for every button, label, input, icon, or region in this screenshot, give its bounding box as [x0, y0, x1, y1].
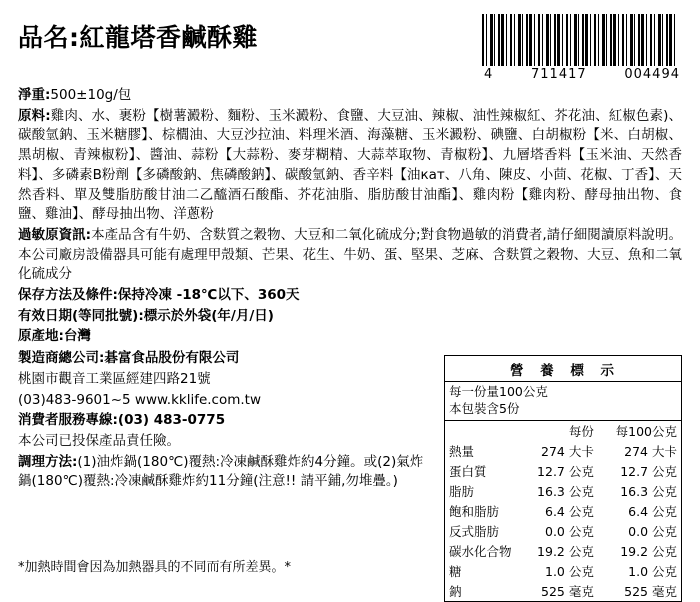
ingredients-label: 原料:	[18, 107, 51, 124]
net-weight-line	[18, 86, 682, 106]
barcode-bars-icon	[482, 14, 678, 66]
nutrition-row-per-100g: 12.7 公克	[620, 463, 677, 479]
nutrition-serving-info	[445, 382, 681, 421]
nutrition-header-row	[445, 421, 681, 441]
barcode-digit-right: 004494	[624, 67, 680, 82]
service-line-label: 消費者服務專線:	[18, 412, 118, 429]
nutrition-row-per-100g: 274 大卡	[624, 443, 677, 459]
nutrition-row-per-100g: 1.0 公克	[628, 563, 677, 579]
nutrition-row-per-serving: 12.7 公克	[537, 463, 594, 479]
nutrition-values-table	[445, 421, 681, 601]
manufacturer-value: 碁富食品股份有限公司	[104, 350, 240, 367]
allergen-value: 本產品含有牛奶、含麩質之穀物、大豆和二氧化硫成分;對食物過敏的消費者,請仔細閱讀原料說明。本公司廠房設備器具可能有處理甲殼類、芒果、花生、牛奶、蛋、堅果、芝麻、含麩質之穀物、大豆、魚和二氧化硫成分	[18, 226, 682, 283]
net-weight-value: 500±10g/包	[50, 87, 132, 103]
insurance-line: 本公司已投保產品責任險。	[18, 432, 180, 449]
nutrition-header-blank	[445, 421, 516, 441]
label-header	[18, 14, 682, 82]
nutrition-header-per-serving: 每份	[568, 423, 594, 439]
ingredients-line	[18, 107, 682, 225]
nutrition-row-name: 鈉	[449, 583, 462, 599]
expiry-line	[18, 307, 682, 327]
nutrition-row-per-100g: 0.0 公克	[628, 523, 677, 539]
nutrition-header-per-100g: 每100公克	[615, 423, 677, 439]
table-row	[445, 521, 681, 541]
nutrition-row-per-serving: 0.0 公克	[545, 523, 594, 539]
address-line: 桃園市觀音工業區經建四路21號	[18, 370, 211, 387]
barcode-digits	[482, 67, 682, 82]
nutrition-row-name: 脂肪	[449, 483, 475, 499]
table-row	[445, 481, 681, 501]
service-line	[18, 411, 434, 431]
table-row	[445, 581, 681, 601]
nutrition-row-per-serving: 1.0 公克	[545, 563, 594, 579]
servings-per-pack: 本包裝含5份	[449, 401, 520, 417]
nutrition-row-per-serving: 16.3 公克	[537, 483, 594, 499]
nutrition-panel	[434, 349, 682, 602]
nutrition-table-body	[445, 421, 681, 601]
product-info-block	[18, 86, 682, 347]
table-row	[445, 561, 681, 581]
nutrition-row-per-serving: 6.4 公克	[545, 503, 594, 519]
nutrition-title: 營 養 標 示	[445, 356, 681, 382]
manufacturer-label: 製造商總公司:	[18, 350, 105, 367]
origin-line	[18, 327, 682, 347]
table-row	[445, 461, 681, 481]
nutrition-row-per-100g: 6.4 公克	[628, 503, 677, 519]
allergen-label: 過敏原資訊:	[18, 226, 92, 243]
phone-web-line: (03)483-9601~5 www.kklife.com.tw	[18, 391, 262, 408]
nutrition-row-per-serving: 274 大卡	[541, 443, 594, 459]
nutrition-row-name: 反式脂肪	[449, 523, 500, 539]
manufacturer-line	[18, 349, 434, 369]
storage-line	[18, 286, 682, 306]
barcode-digit-mid: 711417	[531, 67, 587, 82]
nutrition-row-per-serving: 525 毫克	[541, 583, 594, 599]
service-line-value: (03) 483-0775	[117, 412, 226, 429]
ingredients-value: 雞肉、水、裹粉【樹薯澱粉、麵粉、玉米澱粉、食鹽、大豆油、辣椒、油性辣椒紅、芥花油、紅椒色素)、碳酸氫鈉、玉米糖膠】、棕櫚油、大豆沙拉油、料理米酒、海藻糖、玉米澱粉、碘鹽、白胡椒粉【米、白胡椒、黑胡椒、青辣椒粉】、醬油、蒜粉【大蒜粉、麥芽糊精、大蒜萃取物、青椒粉】、九層塔香料【玉米油、天然香料】、多磷素B粉劑【多磷酸鈉、焦磷酸鈉】、碳酸氫鈉、香辛料【油кат、八角、陳皮、小茴、花椒、丁香】、天然香料、單及雙脂肪酸甘油二乙醯酒石酸酯、芥花油脂、脂肪酸甘油酯】、雞肉粉【雞肉粉、酵母抽出物、食鹽、雞油】、酵母抽出物、洋蔥粉	[18, 107, 683, 223]
storage-value: 保持冷凍 -18℃以下、360天	[117, 287, 300, 304]
nutrition-row-name: 蛋白質	[449, 463, 487, 479]
barcode-digit-left: 4	[484, 67, 494, 82]
serving-size: 每一份量100公克	[449, 384, 548, 400]
nutrition-row-per-100g: 525 毫克	[624, 583, 677, 599]
nutrition-table	[444, 355, 682, 602]
storage-label: 保存方法及條件:	[18, 287, 118, 304]
net-weight-label: 淨重:	[18, 87, 51, 103]
heating-footnote: *加熱時間會因為加熱器具的不同而有所差異。*	[18, 560, 292, 575]
nutrition-row-name: 糖	[449, 563, 462, 579]
nutrition-row-name: 飽和脂肪	[449, 503, 500, 519]
cooking-line	[18, 453, 434, 492]
table-row	[445, 501, 681, 521]
table-row	[445, 541, 681, 561]
page-title: 品名:紅龍塔香鹹酥雞	[18, 23, 258, 52]
nutrition-row-per-100g: 16.3 公克	[620, 483, 677, 499]
nutrition-row-name: 碳水化合物	[449, 543, 512, 559]
origin-label: 原產地:	[18, 328, 64, 345]
allergen-line	[18, 226, 682, 285]
barcode	[482, 14, 682, 82]
nutrition-row-per-100g: 19.2 公克	[620, 543, 677, 559]
nutrition-row-name: 熱量	[449, 443, 475, 459]
nutrition-row-per-serving: 19.2 公克	[537, 543, 594, 559]
table-row	[445, 441, 681, 461]
expiry-value: 標示於外袋(年/月/日)	[143, 307, 274, 324]
origin-value: 台灣	[63, 328, 91, 345]
cooking-label: 調理方法:	[18, 453, 78, 470]
cooking-value: (1)油炸鍋(180℃)覆熱:冷凍鹹酥雞炸約4分鐘。或(2)氣炸鍋(180℃)覆熱:冷凍鹹酥雞炸約11分鐘(注意!! 請平鋪,勿堆疊。)	[18, 453, 424, 490]
expiry-label: 有效日期(等同批號):	[18, 307, 144, 324]
